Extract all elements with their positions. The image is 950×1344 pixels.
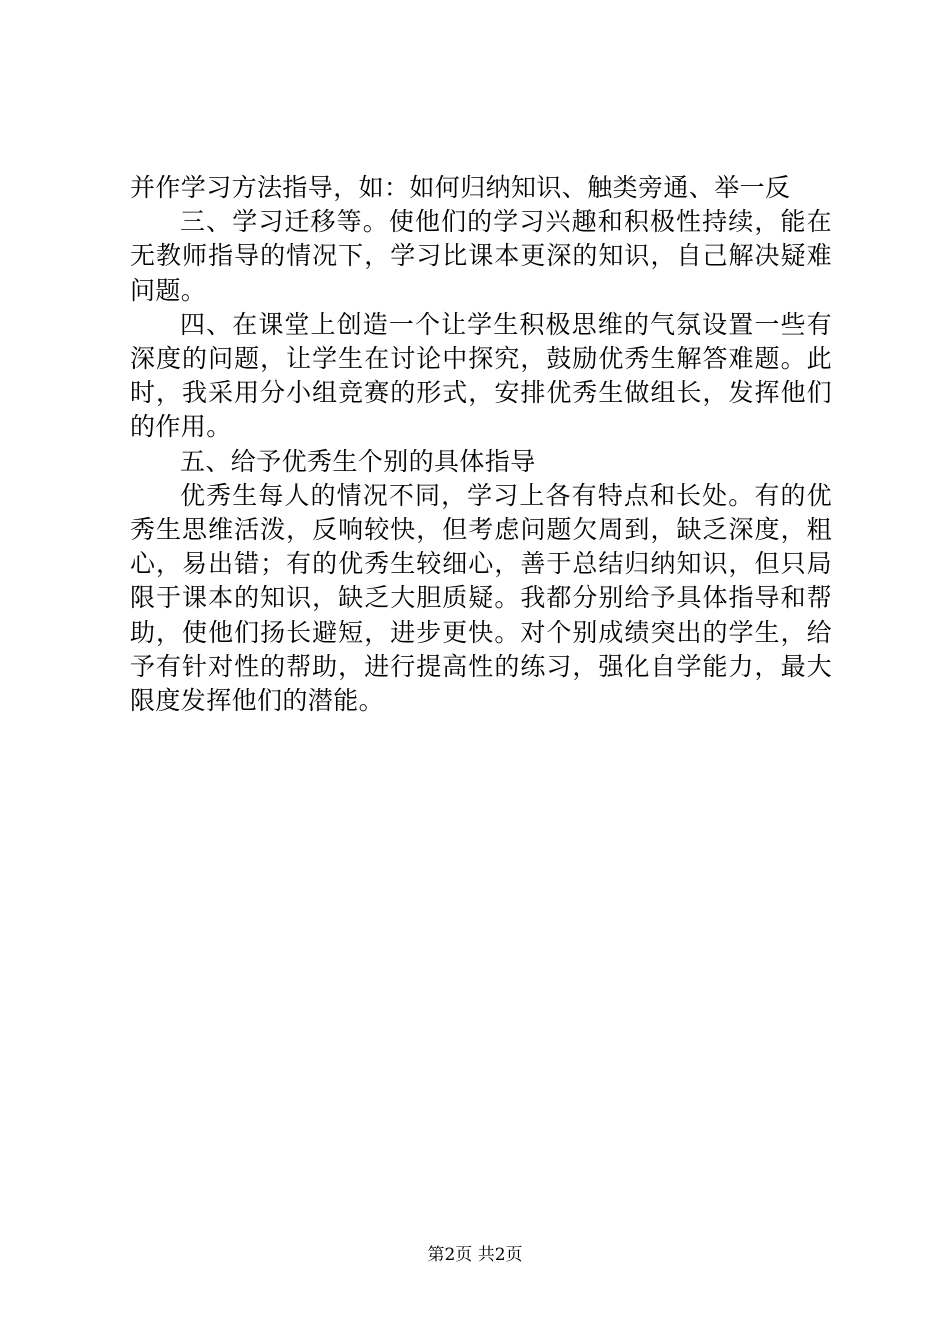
paragraph-section-five-body: 优秀生每人的情况不同，学习上各有特点和长处。有的优秀生思维活泼，反响较快，但考虑问题欠周到，缺乏深度，粗心，易出错；有的优秀生较细心，善于总结归纳知识，但只局限于课本的知识，缺乏大胆质疑。我都分别给予具体指导和帮助，使他们扬长避短，进步更快。对个别成绩突出的学生，给予有针对性的帮助，进行提高性的练习，强化自学能力，最大限度发挥他们的潜能。: [130, 480, 832, 716]
page-footer: [0, 1244, 950, 1266]
paragraph-continuation: 并作学习方法指导，如：如何归纳知识、触类旁通、举一反: [130, 173, 791, 202]
section-five-heading: 五、给予优秀生个别的具体指导: [180, 446, 536, 476]
paragraph-section-four: 四、在课堂上创造一个让学生积极思维的气氛设置一些有深度的问题，让学生在讨论中探究，鼓励优秀生解答难题。此时，我采用分小组竞赛的形式，安排优秀生做组长，发挥他们的作用。: [130, 309, 832, 442]
document-body: [130, 171, 832, 718]
page-number-indicator: 第2页 共2页: [427, 1245, 523, 1265]
paragraph-section-three: 三、学习迁移等。使他们的学习兴趣和积极性持续，能在无教师指导的情况下，学习比课本更深的知识，自己解决疑难问题。: [130, 207, 832, 305]
